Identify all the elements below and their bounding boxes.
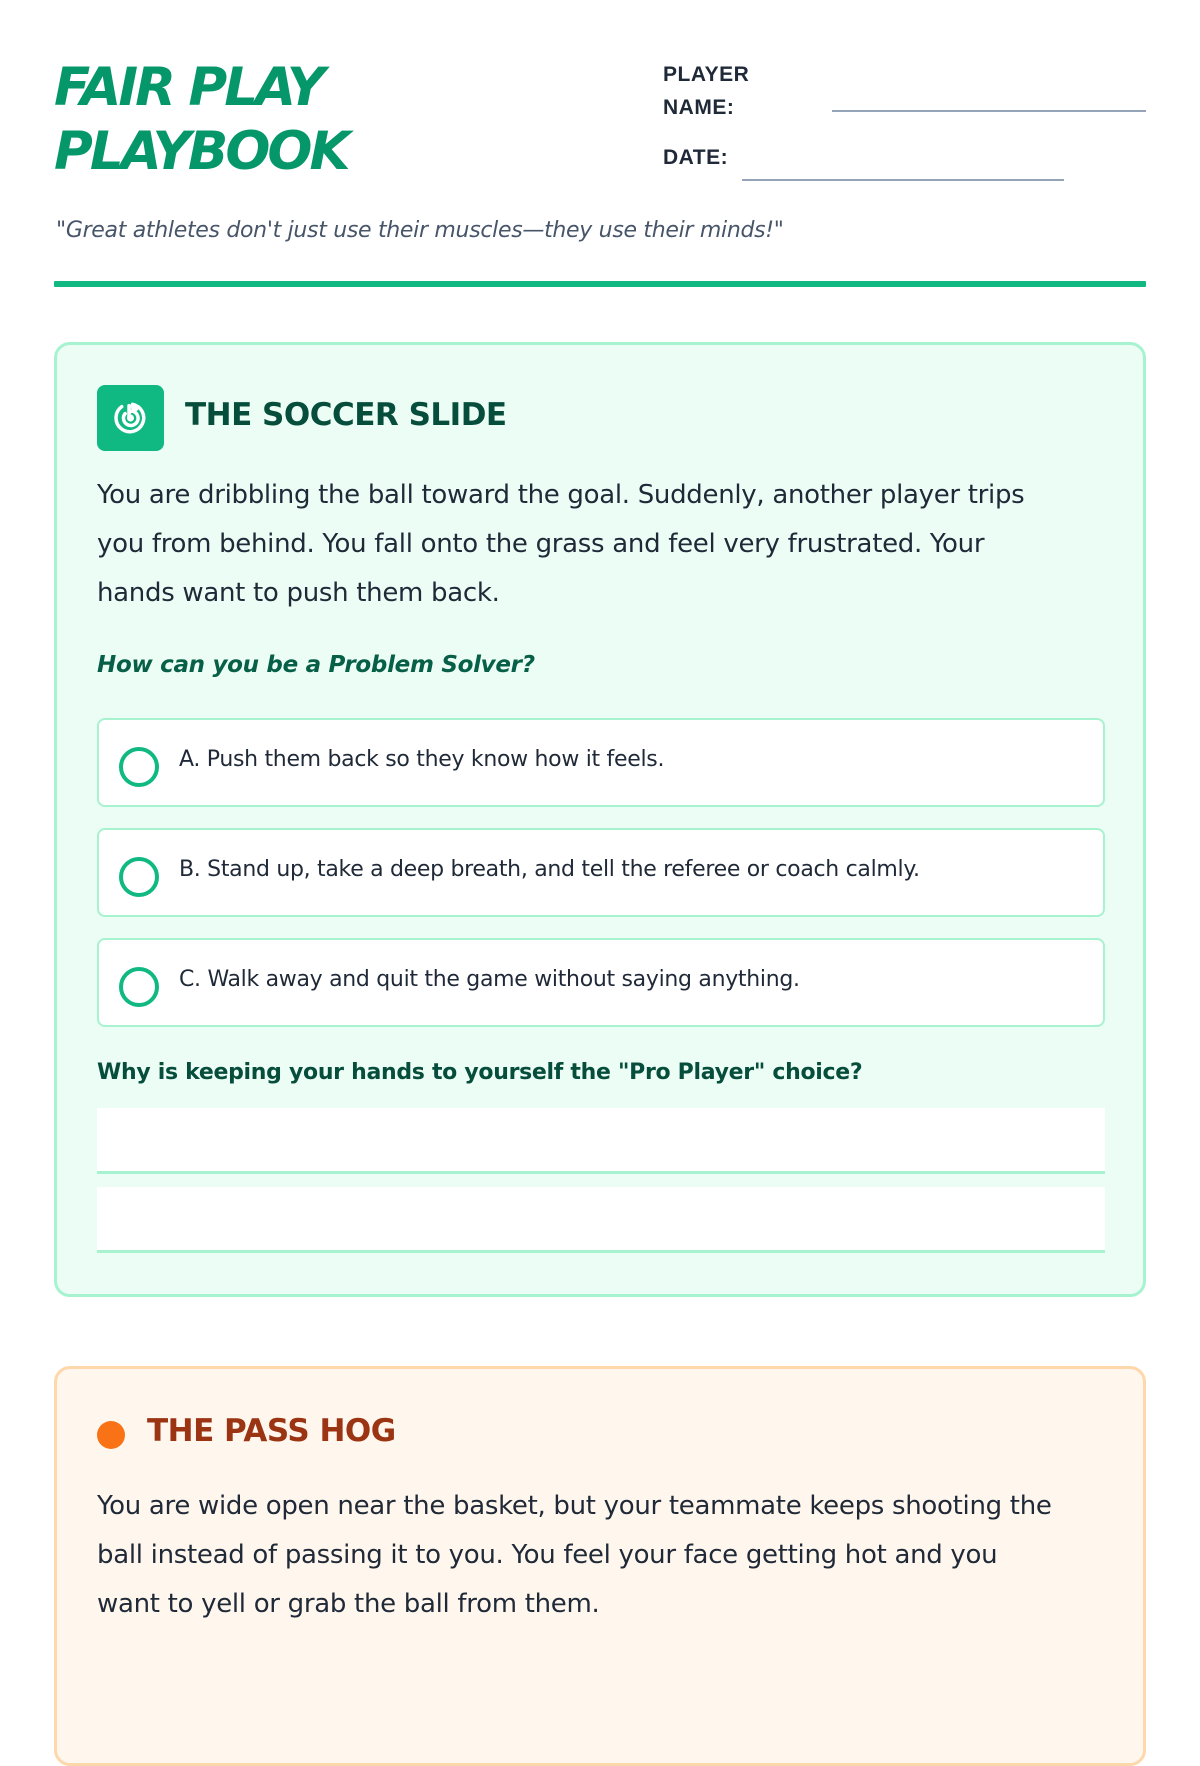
problem-solver-prompt: How can you be a Problem Solver? xyxy=(97,652,535,678)
title-line-1: FAIR PLAY xyxy=(54,57,323,118)
radio-button[interactable] xyxy=(119,857,159,897)
scenario-title: THE SOCCER SLIDE xyxy=(185,397,507,433)
title-line-2: PLAYBOOK xyxy=(54,121,348,182)
motivational-quote: "Great athletes don't just use their muscles—they use their minds!" xyxy=(56,218,784,243)
scenario-text-line: ball instead of passing it to you. You feel your face getting hot and you xyxy=(97,1540,998,1570)
date-field[interactable] xyxy=(742,179,1064,181)
header-divider xyxy=(54,281,1146,287)
answer-option-b[interactable] xyxy=(97,828,1105,917)
radio-button[interactable] xyxy=(119,747,159,787)
option-label: B. Stand up, take a deep breath, and tell the referee or coach calmly. xyxy=(179,857,920,882)
date-label: DATE: xyxy=(663,146,729,169)
scenario-text-line: You are dribbling the ball toward the goal. Suddenly, another player trips xyxy=(97,480,1025,510)
option-label: C. Walk away and quit the game without saying anything. xyxy=(179,967,800,992)
written-response-question: Why is keeping your hands to yourself the "Pro Player" choice? xyxy=(97,1060,863,1085)
scenario-text-line: want to yell or grab the ball from them. xyxy=(97,1589,600,1619)
scenario-card-soccer-slide xyxy=(54,342,1146,1297)
target-icon xyxy=(97,385,164,451)
player-name-label-line-1: PLAYER xyxy=(663,63,750,86)
answer-line-2[interactable] xyxy=(97,1187,1105,1253)
option-label: A. Push them back so they know how it feels. xyxy=(179,747,665,772)
scenario-text-line: You are wide open near the basket, but your teammate keeps shooting the xyxy=(97,1491,1052,1521)
player-name-label-line-2: NAME: xyxy=(663,96,735,119)
player-name-field[interactable] xyxy=(832,110,1146,112)
scenario-title: THE PASS HOG xyxy=(147,1413,396,1449)
answer-option-c[interactable] xyxy=(97,938,1105,1027)
scenario-text-line: you from behind. You fall onto the grass and feel very frustrated. Your xyxy=(97,529,985,559)
bullet-dot-icon xyxy=(97,1421,125,1449)
scenario-card-pass-hog xyxy=(54,1366,1146,1766)
radio-button[interactable] xyxy=(119,967,159,1007)
worksheet-header xyxy=(54,56,1146,186)
scenario-text-line: hands want to push them back. xyxy=(97,578,500,608)
answer-option-a[interactable] xyxy=(97,718,1105,807)
page-title xyxy=(54,56,348,184)
answer-line-1[interactable] xyxy=(97,1108,1105,1174)
player-name-label xyxy=(663,58,749,124)
